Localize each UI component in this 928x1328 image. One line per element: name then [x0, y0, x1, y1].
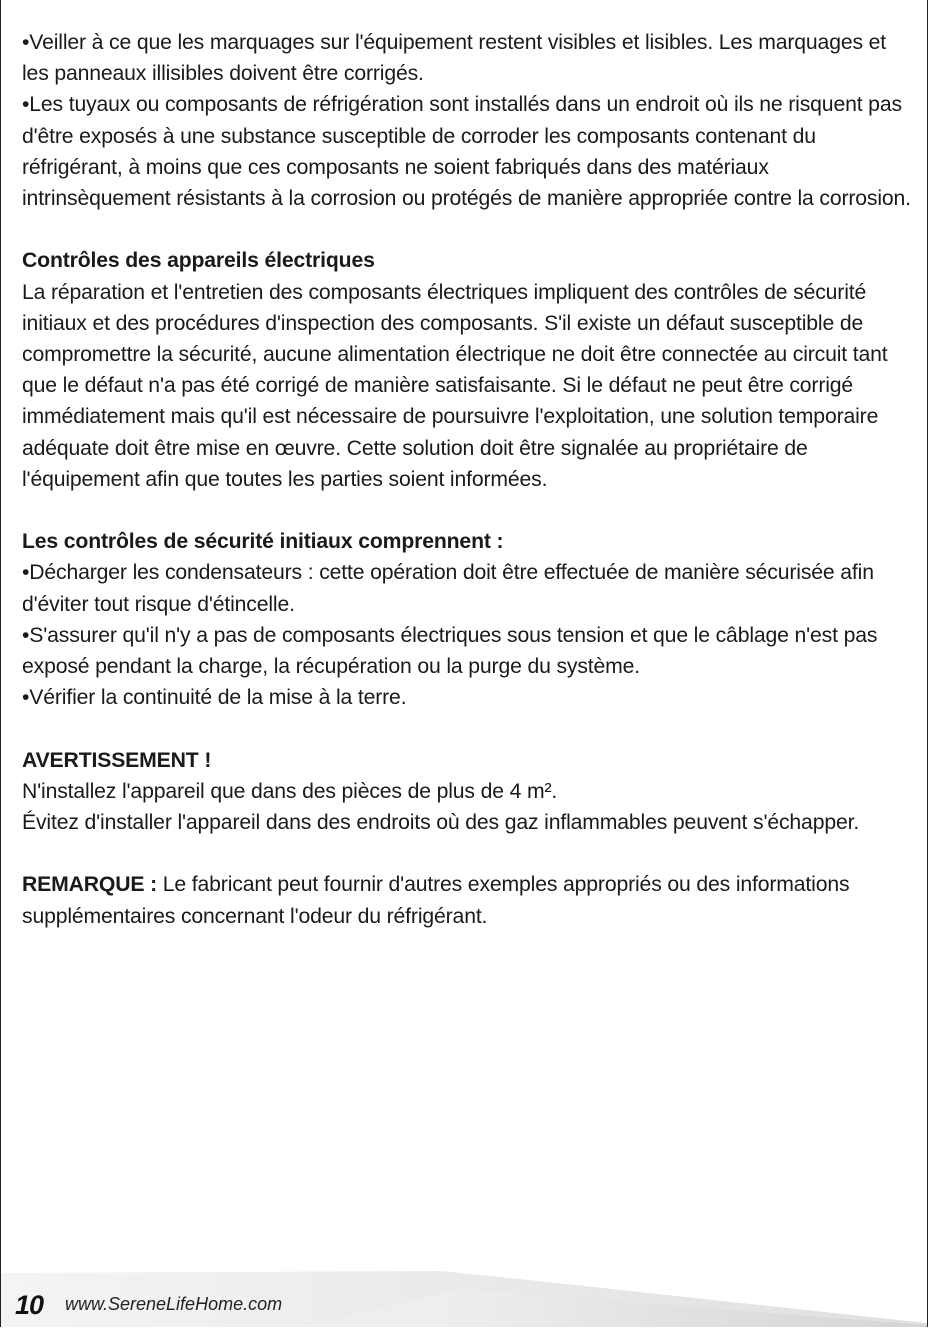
spacer: [22, 838, 912, 869]
note-label: REMARQUE :: [22, 873, 158, 897]
discharge-capacitors-bullet: •Décharger les condensateurs : cette opération doit être effectuée de manière sécurisée afin d'éviter tout risque d'étincelle.: [22, 561, 874, 616]
warning-heading: AVERTISSEMENT !: [22, 748, 212, 772]
website-url: www.SereneLifeHome.com: [65, 1294, 283, 1314]
footer: [1, 1269, 927, 1327]
earth-continuity-bullet: •Vérifier la continuité de la mise à la terre.: [22, 686, 407, 710]
page-number: 10: [15, 1290, 44, 1320]
markings-bullet: •Veiller à ce que les marquages sur l'équipement restent visibles et lisibles. Les marquages et les panneaux illisibles doivent être corrigés.: [22, 31, 887, 86]
flammable-gas-warning: Évitez d'installer l'appareil dans des endroits où des gaz inflammables peuvent s'échapper.: [22, 811, 860, 835]
initial-safety-checks-heading: Les contrôles de sécurité initiaux comprennent :: [22, 530, 504, 554]
spacer: [22, 495, 912, 526]
spacer: [22, 214, 912, 245]
spacer: [22, 713, 912, 744]
room-size-warning: N'installez l'appareil que dans des pièces de plus de 4 m².: [22, 779, 558, 803]
document-body: [22, 27, 912, 932]
note-paragraph: [22, 869, 912, 931]
live-components-bullet: •S'assurer qu'il n'y a pas de composants électriques sous tension et que le câblage n'est pas exposé pendant la charge, la récupération ou la purge du système.: [22, 623, 878, 679]
electrical-checks-paragraph: La réparation et l'entretien des composants électriques impliquent des contrôles de sécurité initiaux et des procédures d'inspection des composants. S'il existe un défaut susceptible de compromettre la sécurité, aucune alimentation électrique ne doit être connectée au circuit tant que le défaut n'a pas été corrigé de manière satisfaisante. Si le défaut ne peut être corrigé immédiatement mais qu'il est nécessaire de poursuivre l'exploitation, une solution temporaire adéquate doit être mise en œuvre. Cette solution doit être signalée au propriétaire de l'équipement afin que toutes les parties soient informées.: [22, 280, 888, 491]
refrigeration-pipes-bullet: •Les tuyaux ou composants de réfrigération sont installés dans un endroit où ils ne risquent pas d'être exposés à une substance susceptible de corroder les composants contenant du réfrigérant, à moins que ces composants ne soient fabriqués dans des matériaux intrinsèquement résistants à la corrosion ou protégés de manière appropriée contre la corrosion.: [22, 93, 911, 211]
electrical-checks-heading: Contrôles des appareils électriques: [22, 249, 375, 273]
note-text: Le fabricant peut fournir d'autres exemples appropriés ou des informations supplémentaires concernant l'odeur du réfrigérant.: [22, 873, 850, 928]
